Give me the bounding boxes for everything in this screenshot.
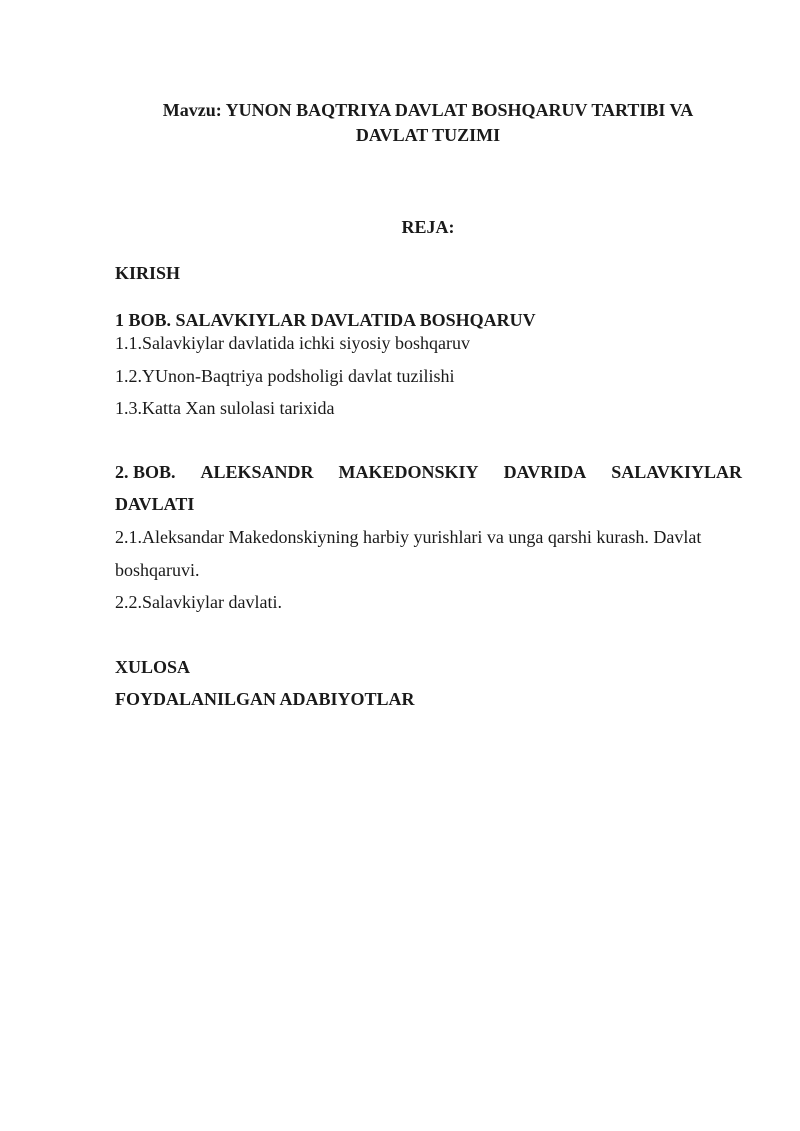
- chapter1-item-3: 1.3.Katta Xan sulolasi tarixida: [115, 398, 335, 418]
- conclusion-heading: XULOSA: [115, 657, 191, 677]
- chapter2-heading-word: DAVRIDA: [503, 462, 587, 482]
- chapter2-item-2: 2.2.Salavkiylar davlati.: [115, 592, 282, 612]
- chapter2-item-1-line-1: 2.1.Aleksandar Makedonskiyning harbiy yurishlari va unga qarshi kurash. Davlat: [115, 527, 702, 547]
- chapter1-item-2: 1.2.YUnon-Baqtriya podsholigi davlat tuzilishi: [115, 366, 455, 386]
- chapter2-heading-word: ALEKSANDR: [200, 462, 314, 482]
- chapter2-heading-word: SALAVKIYLAR: [611, 462, 742, 482]
- chapter2-heading-word: MAKEDONSKIY: [338, 462, 479, 482]
- references-heading: FOYDALANILGAN ADABIYOTLAR: [115, 689, 415, 709]
- chapter1-item-1: 1.1.Salavkiylar davlatida ichki siyosiy boshqaruv: [115, 333, 470, 353]
- chapter2-heading-line-1: [115, 461, 742, 483]
- chapter1-heading: 1 BOB. SALAVKIYLAR DAVLATIDA BOSHQARUV: [115, 310, 536, 330]
- document-title: [100, 98, 756, 148]
- title-line-2: DAVLAT TUZIMI: [355, 125, 501, 145]
- chapter2-item-1-line-2: boshqaruvi.: [115, 560, 200, 580]
- plan-heading: REJA:: [401, 217, 455, 237]
- chapter2-heading-line-2: DAVLATI: [115, 494, 195, 514]
- chapter2-heading-word: 2. BOB.: [115, 462, 176, 482]
- intro-heading: KIRISH: [115, 263, 181, 283]
- title-line-1: Mavzu: YUNON BAQTRIYA DAVLAT BOSHQARUV TARTIBI VA: [162, 100, 694, 120]
